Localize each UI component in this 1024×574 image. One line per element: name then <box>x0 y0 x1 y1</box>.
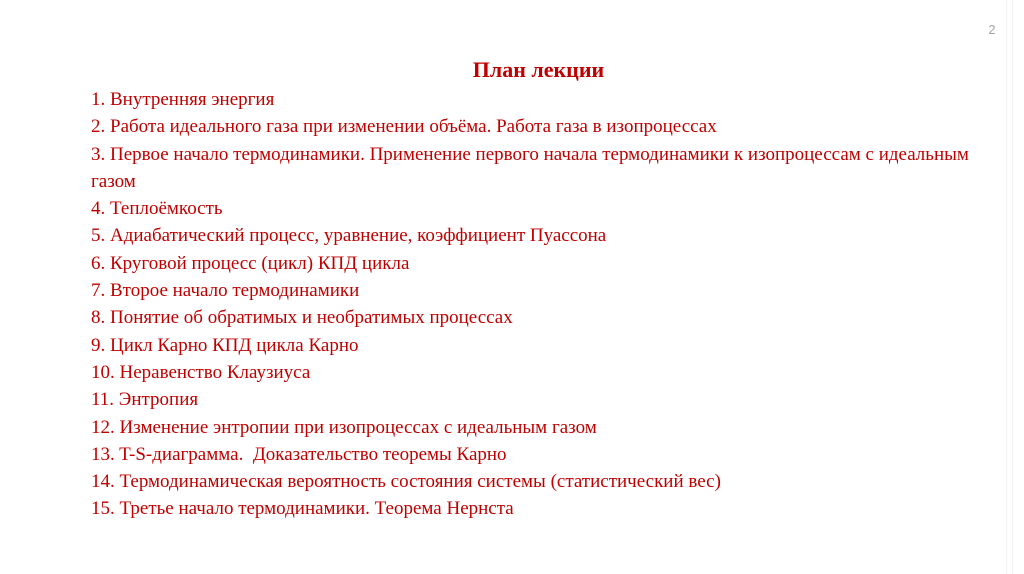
list-item: 15. Третье начало термодинамики. Теорема Нернста <box>91 498 514 520</box>
list-item: 6. Круговой процесс (цикл) КПД цикла <box>91 252 410 274</box>
list-item: 3. Первое начало термодинамики. Применение первого начала термодинамики к изопроцессам с идеальным газом <box>91 143 974 192</box>
slide-number: 2 <box>988 22 996 37</box>
list-item: 12. Изменение энтропии при изопроцессах с идеальным газом <box>91 416 597 438</box>
decorative-line <box>1012 0 1013 574</box>
lecture-plan-list <box>91 86 991 523</box>
list-item: 1. Внутренняя энергия <box>91 89 275 110</box>
list-item: 10. Неравенство Клаузиуса <box>91 361 311 383</box>
list-item: 5. Адиабатический процесс, уравнение, коэффициент Пуассона <box>91 225 607 247</box>
list-item: 14. Термодинамическая вероятность состояния системы (статистический вес) <box>91 471 721 493</box>
list-item: 13. T-S-диаграмма. Доказательство теоремы Карно <box>91 443 507 465</box>
list-item: 9. Цикл Карно КПД цикла Карно <box>91 334 359 356</box>
list-item: 4. Теплоёмкость <box>91 198 223 220</box>
list-item: 2. Работа идеального газа при изменении объёма. Работа газа в изопроцессах <box>91 116 717 138</box>
list-item: 11. Энтропия <box>91 389 199 411</box>
list-item: 8. Понятие об обратимых и необратимых процессах <box>91 307 513 329</box>
slide-title: План лекции <box>472 57 605 82</box>
decorative-line <box>1006 0 1007 574</box>
list-item: 7. Второе начало термодинамики <box>91 280 360 302</box>
